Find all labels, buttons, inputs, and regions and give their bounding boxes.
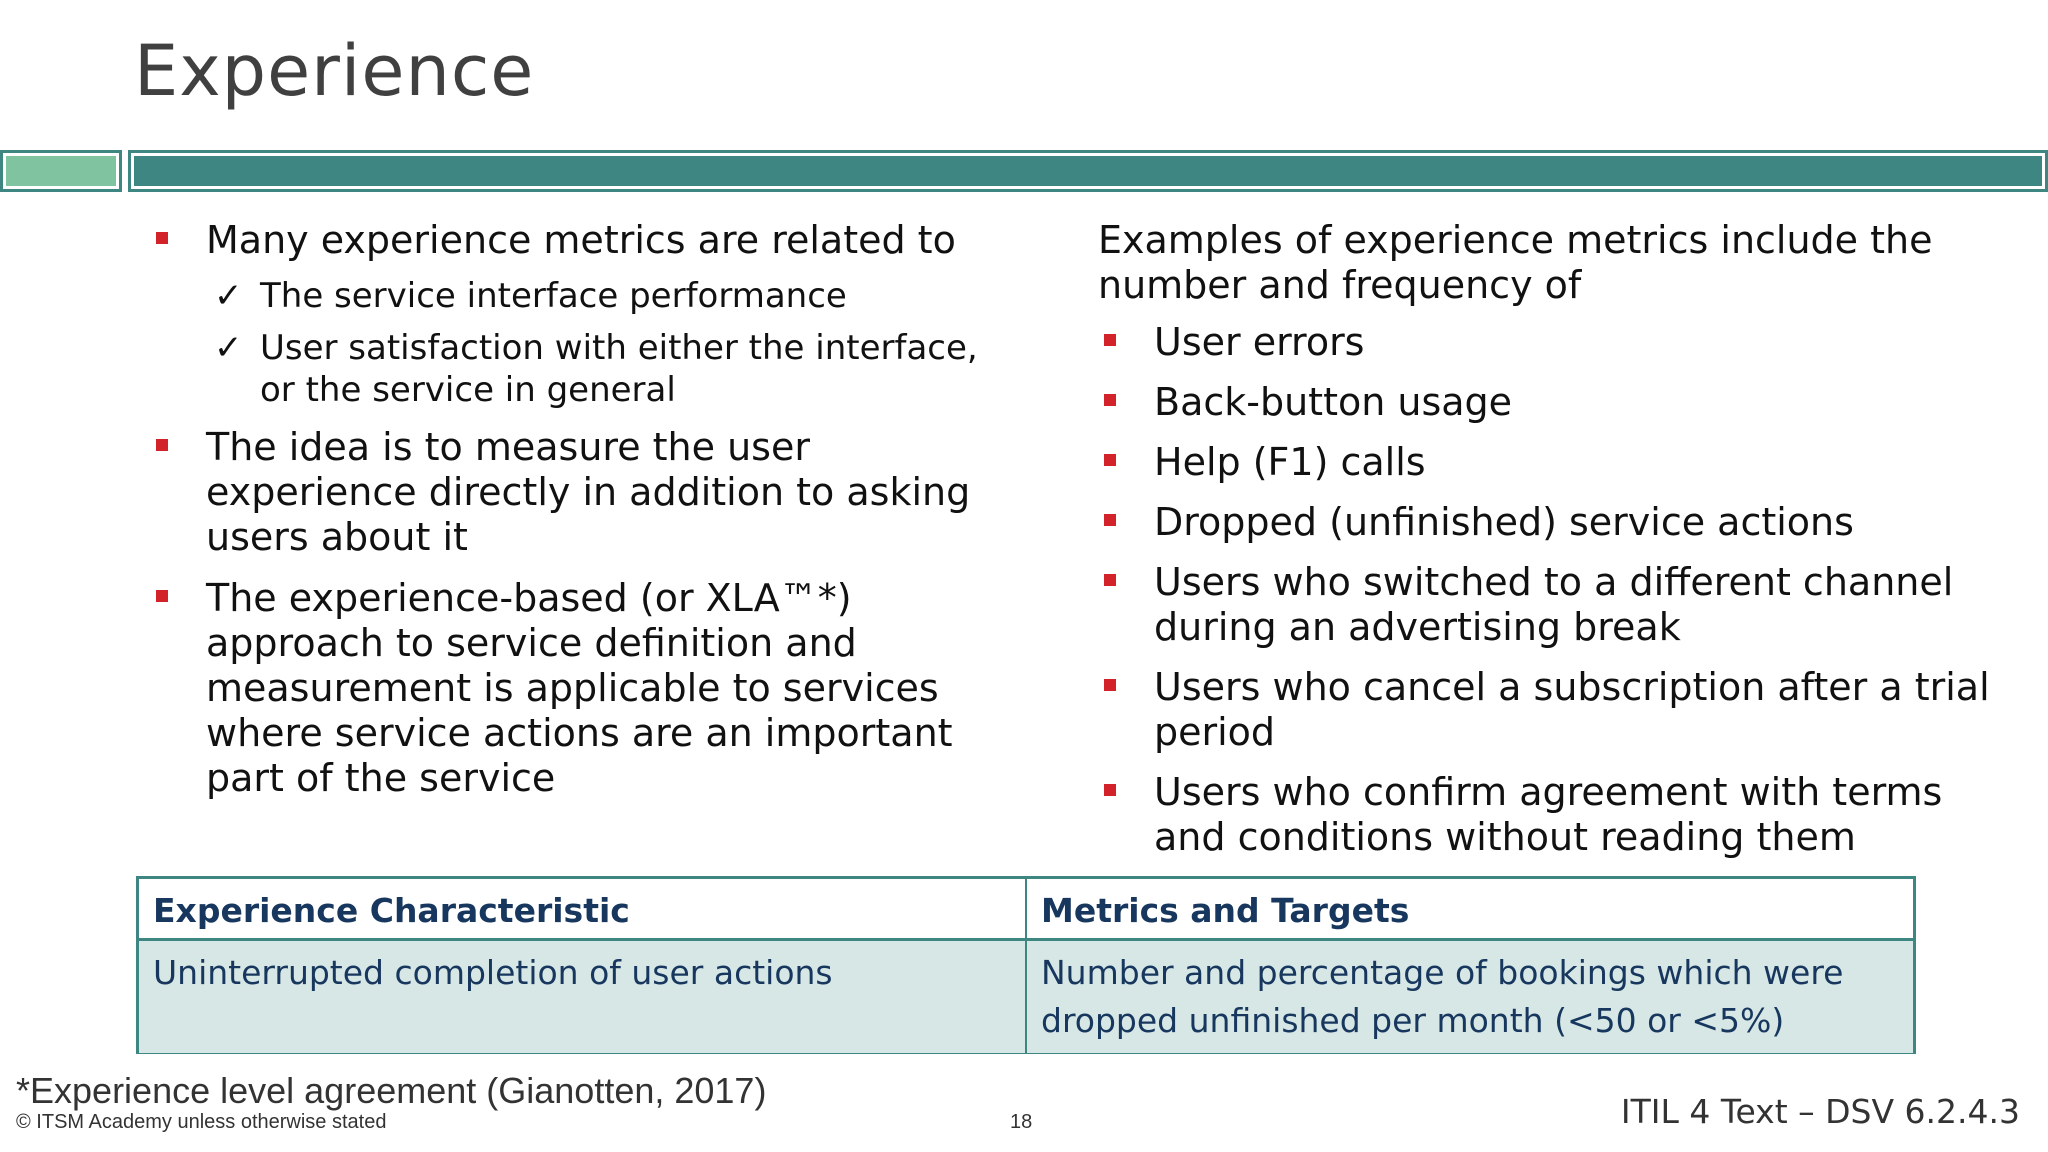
- metrics-table: [136, 876, 1916, 1054]
- square-bullet-icon: [1104, 679, 1116, 691]
- list-subitem: [150, 275, 990, 317]
- square-bullet-icon: [1104, 784, 1116, 796]
- bullet-text: Users who cancel a subscription after a trial period: [1154, 665, 1990, 754]
- bullet-text: Help (F1) calls: [1154, 440, 1426, 484]
- square-bullet-icon: [1104, 454, 1116, 466]
- list-item: [1098, 320, 2018, 365]
- right-intro-text: Examples of experience metrics include the number and frequency of: [1098, 218, 1933, 307]
- left-bullet-list: [150, 218, 990, 801]
- square-bullet-icon: [156, 439, 168, 451]
- list-item: [150, 218, 990, 263]
- table-cell: Number and percentage of bookings which were dropped unfinished per month (<50 or <5%): [1027, 941, 1913, 1053]
- footnote: *Experience level agreement (Gianotten, 2017): [16, 1070, 767, 1111]
- right-column: [1098, 218, 2018, 875]
- subitem-text: User satisfaction with either the interface, or the service in general: [260, 328, 978, 410]
- checkmark-icon: ✓: [214, 276, 243, 316]
- table-header-cell: Metrics and Targets: [1027, 879, 1913, 941]
- list-item: [150, 576, 990, 801]
- list-subitem: [150, 327, 990, 411]
- bullet-text: Dropped (unfinished) service actions: [1154, 500, 1854, 544]
- list-item: [1098, 380, 2018, 425]
- source-reference: ITIL 4 Text – DSV 6.2.4.3: [1620, 1092, 2020, 1131]
- list-item: [1098, 440, 2018, 485]
- bullet-text: The idea is to measure the user experience directly in addition to asking users about it: [206, 425, 971, 559]
- table-cell: Uninterrupted completion of user actions: [139, 941, 1027, 1053]
- page-number: 18: [1010, 1111, 1033, 1133]
- square-bullet-icon: [156, 590, 168, 602]
- square-bullet-icon: [156, 232, 168, 244]
- bullet-text: The experience-based (or XLA™*) approach to service definition and measurement is applicable to services where service actions are an important part of the service: [206, 576, 953, 800]
- bullet-text: Back-button usage: [1154, 380, 1513, 424]
- list-item: [1098, 665, 2018, 755]
- square-bullet-icon: [1104, 514, 1116, 526]
- left-column: [150, 218, 990, 813]
- square-bullet-icon: [1104, 574, 1116, 586]
- bullet-text: Users who confirm agreement with terms and conditions without reading them: [1154, 770, 1943, 859]
- list-item: [1098, 560, 2018, 650]
- slide-title: Experience: [134, 30, 535, 112]
- checkmark-icon: ✓: [214, 328, 243, 368]
- square-bullet-icon: [1104, 394, 1116, 406]
- bullet-text: Users who switched to a different channel during an advertising break: [1154, 560, 1954, 649]
- list-item: [1098, 770, 2018, 860]
- list-item: [150, 425, 990, 560]
- header-accent-bar: [128, 150, 2048, 192]
- subitem-text: The service interface performance: [260, 276, 847, 316]
- header-accent-bar-small: [0, 150, 122, 192]
- table-header-cell: Experience Characteristic: [139, 879, 1027, 941]
- bullet-text: Many experience metrics are related to: [206, 218, 956, 262]
- copyright-notice: © ITSM Academy unless otherwise stated: [16, 1111, 387, 1133]
- right-bullet-list: [1098, 320, 2018, 860]
- square-bullet-icon: [1104, 334, 1116, 346]
- bullet-text: User errors: [1154, 320, 1365, 364]
- list-item: [1098, 500, 2018, 545]
